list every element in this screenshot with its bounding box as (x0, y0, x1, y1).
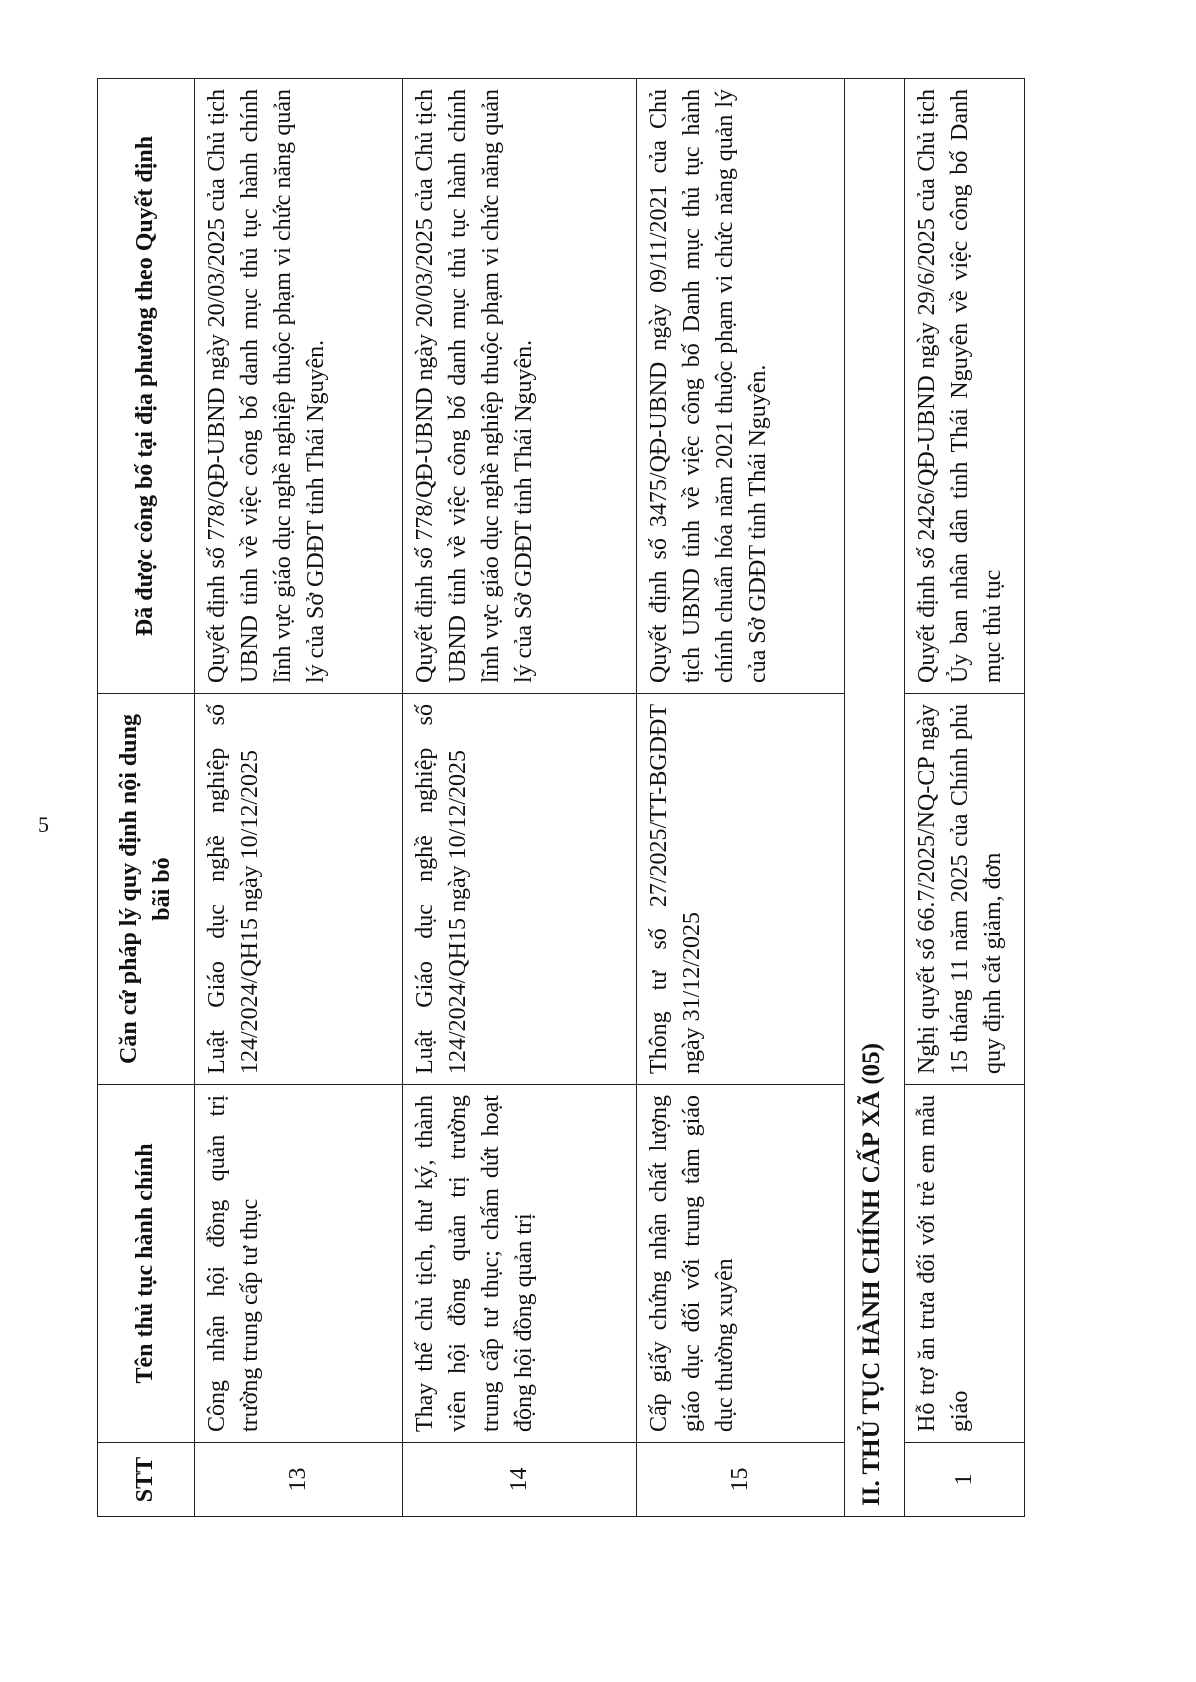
cell-name: Hỗ trợ ăn trưa đối với trẻ em mẫu giáo (905, 1085, 1025, 1443)
section-row (845, 79, 905, 1517)
header-legal-basis: Căn cứ pháp lý quy định nội dung bãi bỏ (98, 694, 195, 1085)
table-row (637, 79, 845, 1517)
cell-legal-basis: Thông tư số 27/2025/TT-BGDĐT ngày 31/12/2025 (637, 694, 845, 1085)
cell-legal-basis: Luật Giáo dục nghề nghiệp số 124/2024/QH15 ngày 10/12/2025 (195, 694, 403, 1085)
table-row (403, 79, 637, 1517)
page-number: 5 (38, 812, 49, 837)
cell-name: Cấp giấy chứng nhận chất lượng giáo dục đối với trung tâm giáo dục thường xuyên (637, 1085, 845, 1443)
header-name: Tên thủ tục hành chính (98, 1085, 195, 1443)
cell-name: Thay thế chủ tịch, thư ký, thành viên hội đồng quản trị trường trung cấp tư thục; chấm dứt hoạt động hội đồng quản trị (403, 1085, 637, 1443)
header-published: Đã được công bố tại địa phương theo Quyết định (98, 79, 195, 694)
cell-stt: 13 (195, 1443, 403, 1517)
table-header-row (98, 79, 195, 1517)
table-row (905, 79, 1025, 1517)
cell-legal-basis: Luật Giáo dục nghề nghiệp số 124/2024/QH15 ngày 10/12/2025 (403, 694, 637, 1085)
procedures-table (97, 78, 1025, 1517)
section-title: II. THỦ TỤC HÀNH CHÍNH CẤP XÃ (05) (845, 79, 905, 1517)
cell-stt: 1 (905, 1443, 1025, 1517)
cell-published: Quyết định số 2426/QĐ-UBND ngày 29/6/2025 của Chủ tịch Ủy ban nhân dân tỉnh Thái Nguyên về việc công bố Danh mục thủ tục (905, 79, 1025, 694)
cell-stt: 15 (637, 1443, 845, 1517)
header-stt: STT (98, 1443, 195, 1517)
cell-published: Quyết định số 778/QĐ-UBND ngày 20/03/2025 của Chủ tịch UBND tỉnh về việc công bố danh mục thủ tục hành chính lĩnh vực giáo dục nghề nghiệp thuộc phạm vi chức năng quản lý của Sở GDĐT tỉnh Thái Nguyên. (403, 79, 637, 694)
cell-name: Công nhận hội đồng quản trị trường trung cấp tư thục (195, 1085, 403, 1443)
cell-legal-basis: Nghị quyết số 66.7/2025/NQ-CP ngày 15 tháng 11 năm 2025 của Chính phủ quy định cắt giảm, đơn (905, 694, 1025, 1085)
rotated-page (97, 79, 1080, 1517)
table-row (195, 79, 403, 1517)
cell-published: Quyết định số 778/QĐ-UBND ngày 20/03/2025 của Chủ tịch UBND tỉnh về việc công bố danh mục thủ tục hành chính lĩnh vực giáo dục nghề nghiệp thuộc phạm vi chức năng quản lý của Sở GDĐT tỉnh Thái Nguyên. (195, 79, 403, 694)
cell-stt: 14 (403, 1443, 637, 1517)
cell-published: Quyết định số 3475/QĐ-UBND ngày 09/11/2021 của Chủ tịch UBND tỉnh về việc công bố Danh mục thủ tục hành chính chuẩn hóa năm 2021 thuộc phạm vi chức năng quản lý của Sở GDĐT tỉnh Thái Nguyên. (637, 79, 845, 694)
